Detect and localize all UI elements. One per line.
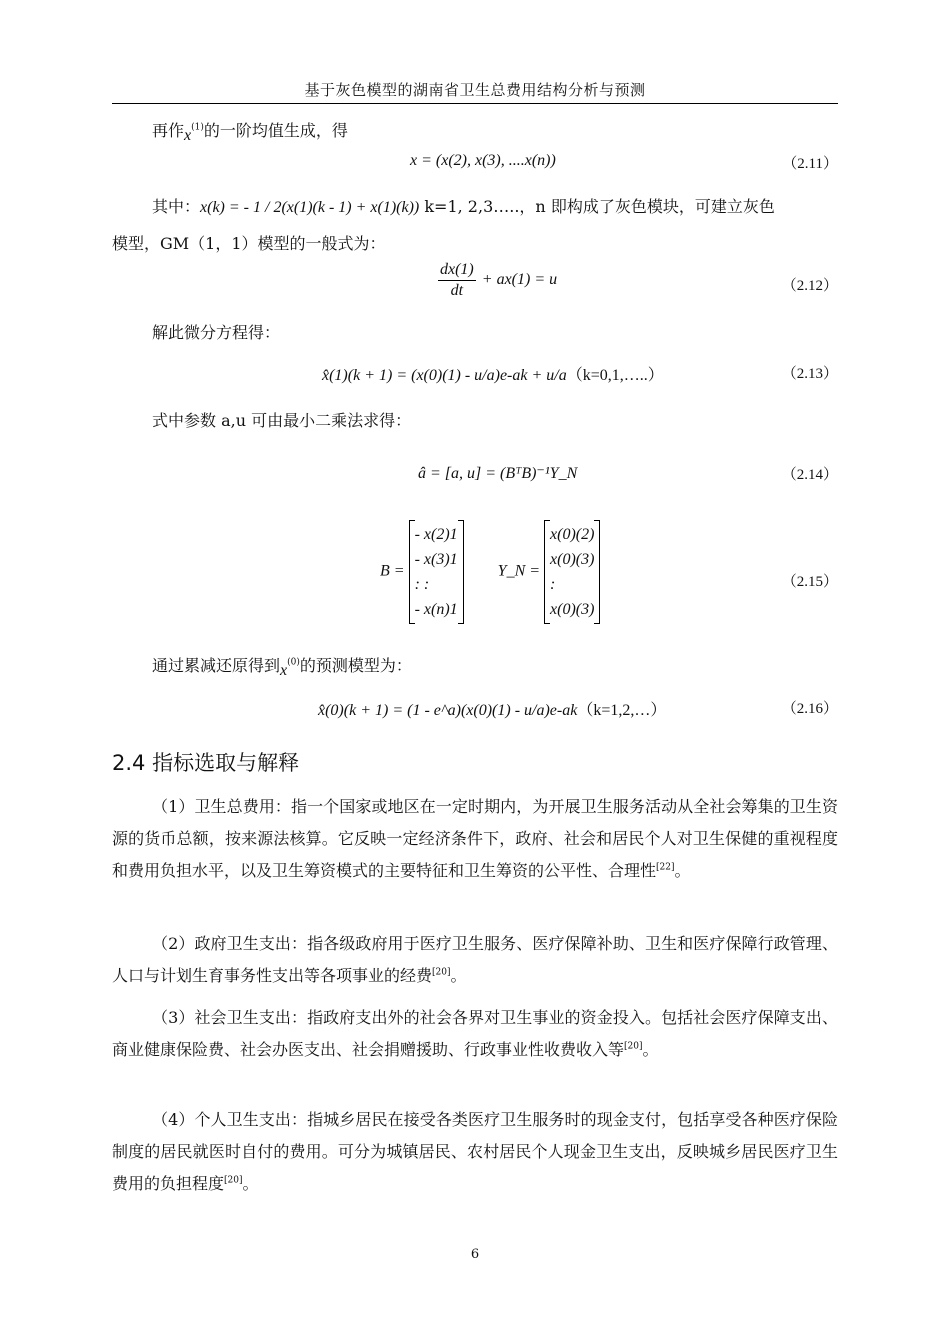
restore-var-sup: (0)	[287, 657, 300, 668]
equation-number-2-11: （2.11）	[782, 156, 838, 172]
fraction-numerator: dx(1)	[438, 260, 476, 281]
matrix-b	[409, 520, 464, 624]
running-header: 基于灰色模型的湖南省卫生总费用结构分析与预测	[304, 81, 646, 99]
citation: [22]	[656, 862, 675, 873]
equation-number-2-16: （2.16）	[781, 701, 838, 717]
equation-2-13	[322, 362, 664, 385]
intro-text-before: 再作	[152, 121, 185, 140]
equation-2-16	[318, 697, 666, 720]
matrix-b-row: - x(3)1	[414, 551, 458, 568]
matrix-y-label: Y_N =	[497, 562, 541, 580]
where-label: 其中：	[152, 197, 201, 216]
equation-2-13-condition: （k=0,1,…..）	[566, 367, 664, 384]
equation-2-11-formula: x = (x(2), x(3), ....x(n))	[410, 152, 556, 169]
section-title: 2.4 指标选取与解释	[112, 751, 300, 775]
matrix-b-row: - x(n)1	[414, 601, 458, 618]
fraction-denominator: dt	[450, 282, 464, 299]
where-text-a: k=1, 2,3…..，n 即构成了灰色模块，可建立灰色	[419, 197, 775, 216]
paragraph-text: （3）社会卫生支出：指政府支出外的社会各界对卫生事业的资金投入。包括社会医疗保障支出、商业健康保险费、社会办医支出、社会捐赠援助、行政事业性收费收入等	[112, 1008, 838, 1059]
restore-line	[152, 653, 412, 679]
intro-line	[152, 118, 348, 144]
paragraph-2	[112, 928, 838, 992]
matrix-b-label: B =	[380, 562, 405, 580]
paragraph-text: （1）卫生总费用：指一个国家或地区在一定时期内，为开展卫生服务活动从全社会筹集的卫生资源的货币总额，按来源法核算。它反映一定经济条件下，政府、社会和居民个人对卫生保健的重视程度和费用负担水平，以及卫生筹资模式的主要特征和卫生筹资的公平性、合理性	[112, 797, 838, 880]
equation-2-13-formula: x̂(1)(k + 1) = (x(0)(1) - u/a)e-ak + u/a	[322, 367, 567, 384]
equation-2-12	[436, 260, 557, 301]
equation-number-2-15: （2.15）	[781, 574, 838, 590]
paragraph-text: （4）个人卫生支出：指城乡居民在接受各类医疗卫生服务时的现金支付，包括享受各种医疗保险制度的居民就医时自付的费用。可分为城镇居民、农村居民个人现金卫生支出，反映城乡居民医疗卫生费用的负担程度	[112, 1110, 838, 1193]
matrix-y-row: x(0)(3)	[550, 601, 595, 618]
where-line	[152, 194, 775, 217]
matrix-y-row: :	[550, 576, 556, 593]
equation-number-2-12: （2.12）	[781, 278, 838, 294]
where-line-2: 模型，GM（1，1）模型的一般式为：	[112, 234, 386, 253]
equation-2-16-condition: （k=1,2,…）	[577, 702, 667, 719]
equation-2-16-formula: x̂(0)(k + 1) = (1 - e^a)(x(0)(1) - u/a)e-ak	[318, 702, 578, 719]
matrix-y	[544, 520, 600, 624]
equation-number-2-13: （2.13）	[781, 366, 838, 382]
paragraph-3	[112, 1002, 838, 1066]
page-number: 6	[470, 1247, 480, 1262]
equation-2-15	[380, 520, 600, 624]
fraction-dx-dt	[438, 260, 476, 301]
matrix-b-row: : :	[414, 576, 430, 593]
citation: [20]	[224, 1175, 243, 1186]
intro-var: x	[184, 127, 192, 144]
equation-2-11	[410, 152, 556, 170]
citation: [20]	[432, 967, 451, 978]
matrix-y-row: x(0)(3)	[550, 551, 595, 568]
equation-number-2-14: （2.14）	[781, 467, 838, 483]
paragraph-tail: 。	[674, 861, 691, 880]
equation-2-14: â = [a, u] = (BᵀB)⁻¹Y_N	[418, 465, 578, 482]
intro-var-sup: (1)	[191, 122, 204, 133]
citation: [20]	[624, 1041, 643, 1052]
solve-line: 解此微分方程得：	[152, 323, 281, 342]
equation-2-12-rest: + ax(1) = u	[481, 271, 558, 289]
paragraph-4	[112, 1104, 838, 1200]
paragraph-text: （2）政府卫生支出：指各级政府用于医疗卫生服务、医疗保障补助、卫生和医疗保障行政管理、人口与计划生育事务性支出等各项事业的经费	[112, 934, 838, 985]
restore-var: x	[280, 662, 288, 679]
restore-text-before: 通过累减还原得到	[152, 656, 281, 675]
params-line: 式中参数 a,u 可由最小二乘法求得：	[152, 411, 412, 430]
header-rule	[112, 103, 838, 104]
restore-text-after: 的预测模型为：	[299, 656, 412, 675]
intro-text-after: 的一阶均值生成，得	[203, 121, 348, 140]
paragraph-tail: 。	[642, 1040, 659, 1059]
paragraph-tail: 。	[242, 1174, 259, 1193]
where-formula: x(k) = - 1 / 2(x(1)(k - 1) + x(1)(k))	[200, 199, 420, 216]
paragraph-tail: 。	[450, 966, 467, 985]
matrix-b-row: - x(2)1	[414, 526, 458, 543]
matrix-y-row: x(0)(2)	[550, 526, 595, 543]
paragraph-1	[112, 791, 838, 887]
